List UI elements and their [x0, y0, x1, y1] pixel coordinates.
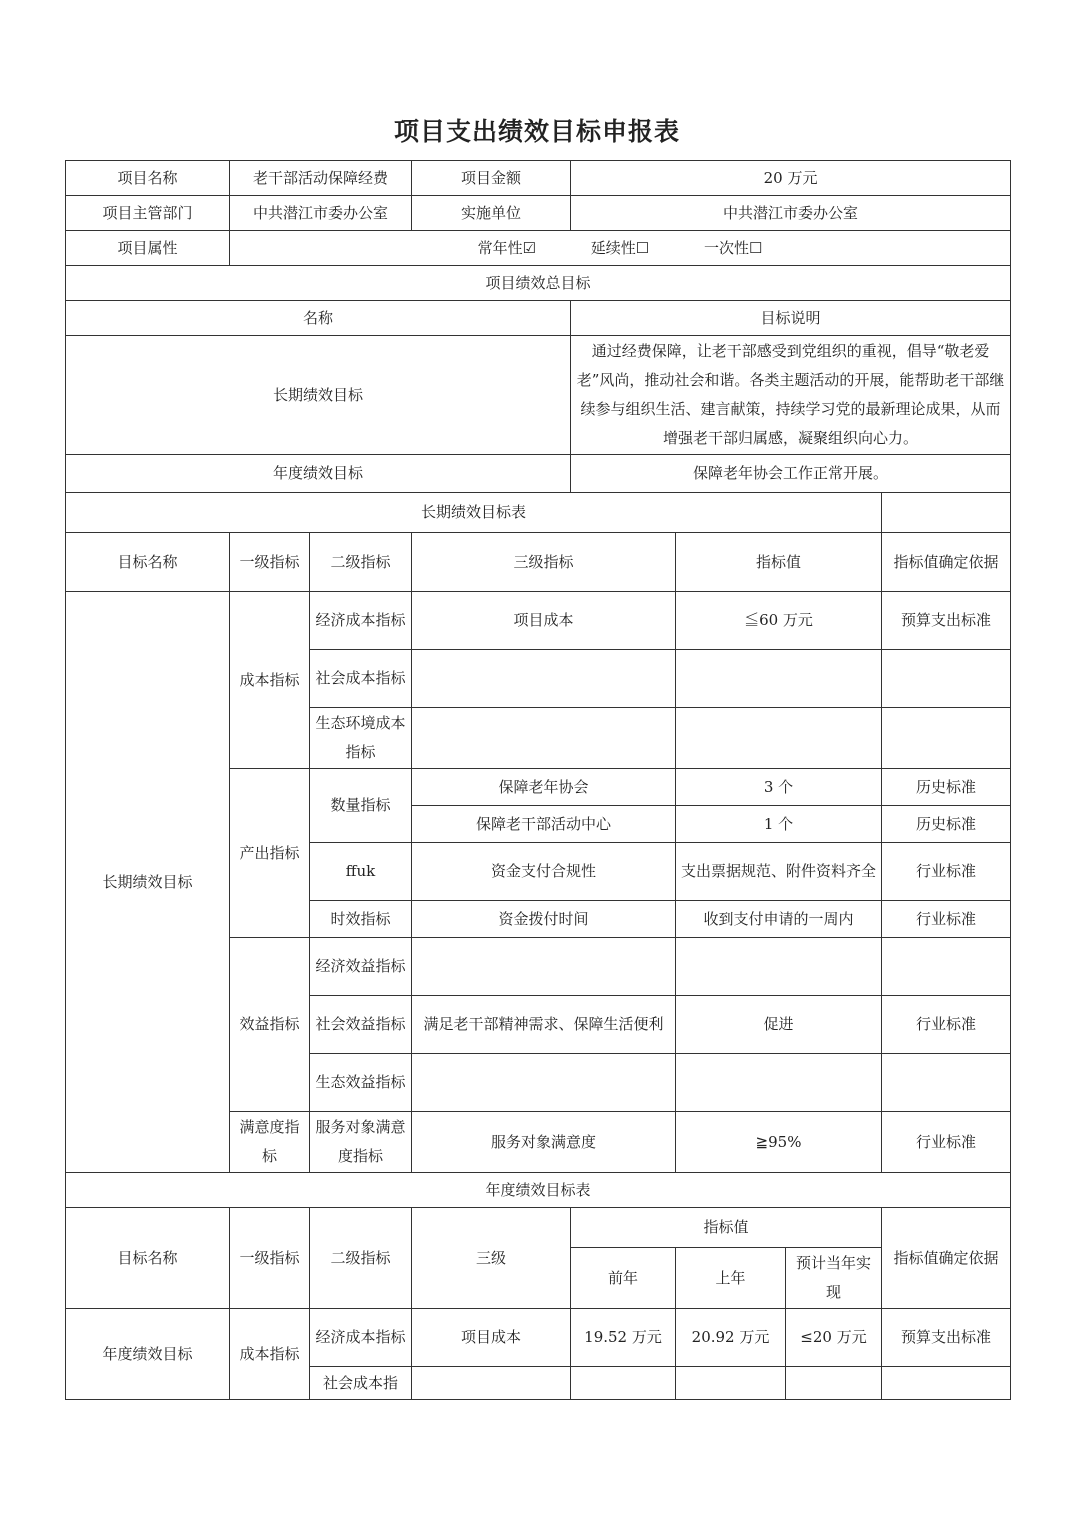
info-row-dept	[66, 196, 1011, 231]
unit-label: 实施单位	[412, 196, 571, 231]
long-l3	[412, 650, 676, 708]
long-l3: 项目成本	[412, 592, 676, 650]
long-value: ≦60 万元	[676, 592, 882, 650]
long-section-title: 长期绩效目标表	[66, 493, 882, 533]
long-l2: ffuk	[310, 843, 412, 901]
annual-header-l3: 三级	[412, 1208, 571, 1309]
annual-l2: 社会成本指	[310, 1367, 412, 1400]
annual-expected: ≤20 万元	[786, 1309, 882, 1367]
overall-section-row	[66, 266, 1011, 301]
long-section-row	[66, 493, 1011, 533]
long-header-l3: 三级指标	[412, 533, 676, 592]
annual-header-prev1: 上年	[676, 1248, 786, 1309]
long-l3: 服务对象满意度	[412, 1112, 676, 1173]
long-header-row	[66, 533, 1011, 592]
long-basis	[882, 650, 1011, 708]
long-l3: 满足老干部精神需求、保障生活便利	[412, 996, 676, 1054]
annual-prev1	[676, 1367, 786, 1400]
long-l2: 生态环境成本指标	[310, 708, 412, 769]
long-header-basis: 指标值确定依据	[882, 533, 1011, 592]
info-row-attr	[66, 231, 1011, 266]
long-value	[676, 938, 882, 996]
dept-label: 项目主管部门	[66, 196, 230, 231]
long-l1-benefit: 效益指标	[230, 938, 310, 1112]
long-value: 3 个	[676, 769, 882, 806]
annual-header-l1: 一级指标	[230, 1208, 310, 1309]
long-l2: 服务对象满意度指标	[310, 1112, 412, 1173]
long-l3: 资金拨付时间	[412, 901, 676, 938]
project-name-value: 老干部活动保障经费	[230, 161, 412, 196]
long-value: 收到支付申请的一周内	[676, 901, 882, 938]
performance-form-table	[65, 160, 1011, 1400]
annual-section-title: 年度绩效目标表	[66, 1173, 1011, 1208]
long-l3: 资金支付合规性	[412, 843, 676, 901]
annual-l1-cost: 成本指标	[230, 1309, 310, 1400]
table-row	[66, 592, 1011, 650]
annual-header-basis: 指标值确定依据	[882, 1208, 1011, 1309]
annual-target-name: 年度绩效目标	[66, 1309, 230, 1400]
attr-option-continuing: 延续性☐	[590, 238, 650, 257]
long-header-value: 指标值	[676, 533, 882, 592]
annual-header-target: 目标名称	[66, 1208, 230, 1309]
long-value	[676, 708, 882, 769]
overall-col-name: 名称	[66, 301, 571, 336]
long-l3	[412, 1054, 676, 1112]
long-value: 1 个	[676, 806, 882, 843]
long-basis	[882, 708, 1011, 769]
annual-prev2: 19.52 万元	[571, 1309, 676, 1367]
project-amount-label: 项目金额	[412, 161, 571, 196]
long-l3	[412, 938, 676, 996]
annual-header-value: 指标值	[571, 1208, 882, 1248]
long-l1-cost: 成本指标	[230, 592, 310, 769]
long-basis: 历史标准	[882, 769, 1011, 806]
long-value: ≧95%	[676, 1112, 882, 1173]
annual-basis: 预算支出标准	[882, 1309, 1011, 1367]
overall-long-row	[66, 336, 1011, 455]
attr-label: 项目属性	[66, 231, 230, 266]
page-title: 项目支出绩效目标申报表	[393, 117, 680, 146]
attr-option-regular: 常年性☑	[477, 238, 537, 257]
annual-l2: 经济成本指标	[310, 1309, 412, 1367]
annual-prev2	[571, 1367, 676, 1400]
long-l1-output: 产出指标	[230, 769, 310, 938]
annual-prev1: 20.92 万元	[676, 1309, 786, 1367]
annual-expected	[786, 1367, 882, 1400]
annual-header-l2: 二级指标	[310, 1208, 412, 1309]
long-l2: 数量指标	[310, 769, 412, 843]
long-basis: 行业标准	[882, 901, 1011, 938]
long-basis	[882, 938, 1011, 996]
annual-l3	[412, 1367, 571, 1400]
long-l2: 经济效益指标	[310, 938, 412, 996]
long-header-target: 目标名称	[66, 533, 230, 592]
overall-annual-desc: 保障老年协会工作正常开展。	[571, 455, 1011, 493]
annual-header-row-1	[66, 1208, 1011, 1248]
project-amount-value: 20 万元	[571, 161, 1011, 196]
long-basis: 行业标准	[882, 843, 1011, 901]
long-l3	[412, 708, 676, 769]
long-value	[676, 650, 882, 708]
overall-annual-label: 年度绩效目标	[66, 455, 571, 493]
long-basis: 预算支出标准	[882, 592, 1011, 650]
long-l3: 保障老干部活动中心	[412, 806, 676, 843]
long-l2: 经济成本指标	[310, 592, 412, 650]
long-l2: 时效指标	[310, 901, 412, 938]
long-basis: 历史标准	[882, 806, 1011, 843]
long-basis	[882, 1054, 1011, 1112]
long-section-blank	[882, 493, 1011, 533]
long-l2: 生态效益指标	[310, 1054, 412, 1112]
unit-value: 中共潜江市委办公室	[571, 196, 1011, 231]
overall-long-desc: 通过经费保障，让老干部感受到党组织的重视，倡导“敬老爱老”风尚，推动社会和谐。各类主题活动的开展，能帮助老干部继续参与组织生活、建言献策，持续学习党的最新理论成果，从而增强老干部归属感，凝聚组织向心力。	[571, 336, 1011, 455]
long-target-name: 长期绩效目标	[66, 592, 230, 1173]
annual-l3: 项目成本	[412, 1309, 571, 1367]
long-value: 支出票据规范、附件资料齐全	[676, 843, 882, 901]
annual-header-prev2: 前年	[571, 1248, 676, 1309]
long-header-l2: 二级指标	[310, 533, 412, 592]
long-value	[676, 1054, 882, 1112]
overall-section-title: 项目绩效总目标	[66, 266, 1011, 301]
annual-header-expected: 预计当年实现	[786, 1248, 882, 1309]
long-value: 促进	[676, 996, 882, 1054]
attr-option-onetime: 一次性☐	[704, 238, 763, 257]
info-row-name	[66, 161, 1011, 196]
annual-section-row	[66, 1173, 1011, 1208]
long-l2: 社会效益指标	[310, 996, 412, 1054]
table-row	[66, 1309, 1011, 1367]
project-name-label: 项目名称	[66, 161, 230, 196]
long-l1-satisfaction: 满意度指标	[230, 1112, 310, 1173]
long-basis: 行业标准	[882, 996, 1011, 1054]
dept-value: 中共潜江市委办公室	[230, 196, 412, 231]
long-l3: 保障老年协会	[412, 769, 676, 806]
attr-options	[230, 231, 1011, 266]
overall-col-desc: 目标说明	[571, 301, 1011, 336]
long-l2: 社会成本指标	[310, 650, 412, 708]
long-header-l1: 一级指标	[230, 533, 310, 592]
overall-annual-row	[66, 455, 1011, 493]
long-basis: 行业标准	[882, 1112, 1011, 1173]
annual-basis	[882, 1367, 1011, 1400]
overall-long-label: 长期绩效目标	[66, 336, 571, 455]
overall-header-row	[66, 301, 1011, 336]
